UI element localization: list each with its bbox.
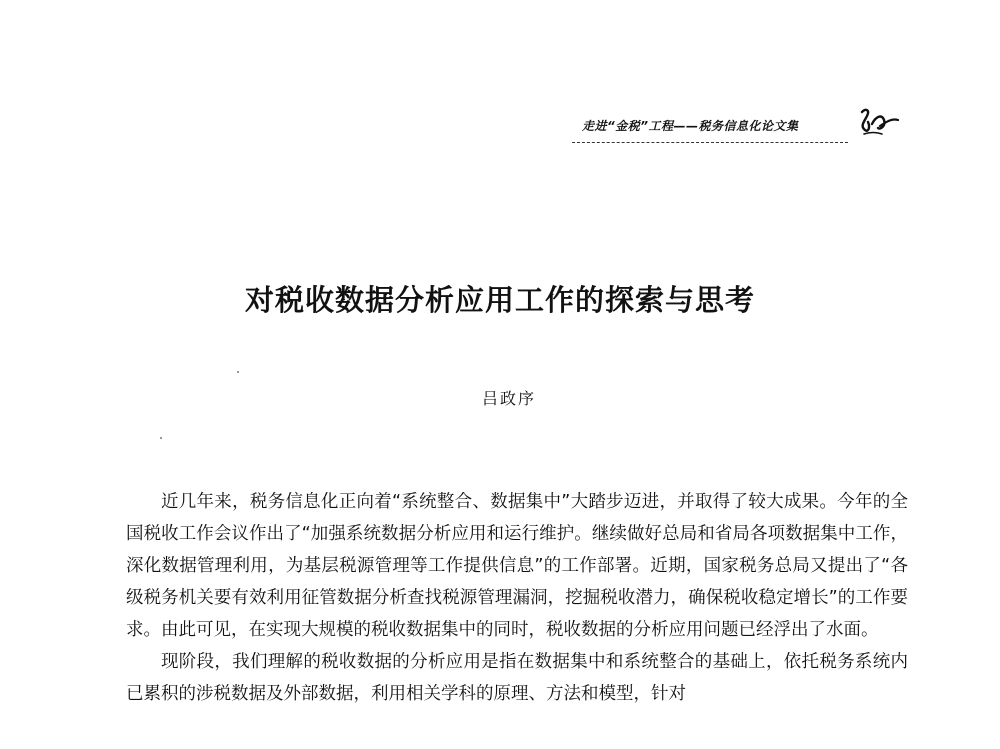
paragraph-1: 近几年来，税务信息化正向着“系统整合、数据集中”大踏步迈进，并取得了较大成果。今年的全国税收工作会议作出了“加强系统数据分析应用和运行维护。继续做好总局和省局各项数据集中工作，深化数据管理利用，为基层税源管理等工作提供信息”的工作部署。近期，国家税务总局又提出了“各级税务机关要有效利用征管数据分析查找税源管理漏洞，挖掘税收潜力，确保税收稳定增长”的工作要求。由此可见，在实现大规模的税收数据集中的同时，税收数据的分析应用问题已经浮出了水面。 — [126, 492, 908, 640]
article-body — [126, 486, 908, 710]
scan-speck — [237, 371, 239, 373]
article-author: 吕政序 — [481, 389, 536, 408]
handwritten-page-mark-icon — [856, 104, 900, 138]
article-title: 对税收数据分析应用工作的探索与思考 — [244, 283, 755, 317]
paragraph-2: 现阶段，我们理解的税收数据的分析应用是指在数据集中和系统整合的基础上，依托税务系统内已累积的涉税数据及外部数据，利用相关学科的原理、方法和模型，针对 — [126, 652, 908, 704]
scan-speck — [160, 437, 162, 439]
running-header-title: 走进“金税”工程——税务信息化论文集 — [582, 119, 799, 133]
running-header — [572, 112, 848, 143]
